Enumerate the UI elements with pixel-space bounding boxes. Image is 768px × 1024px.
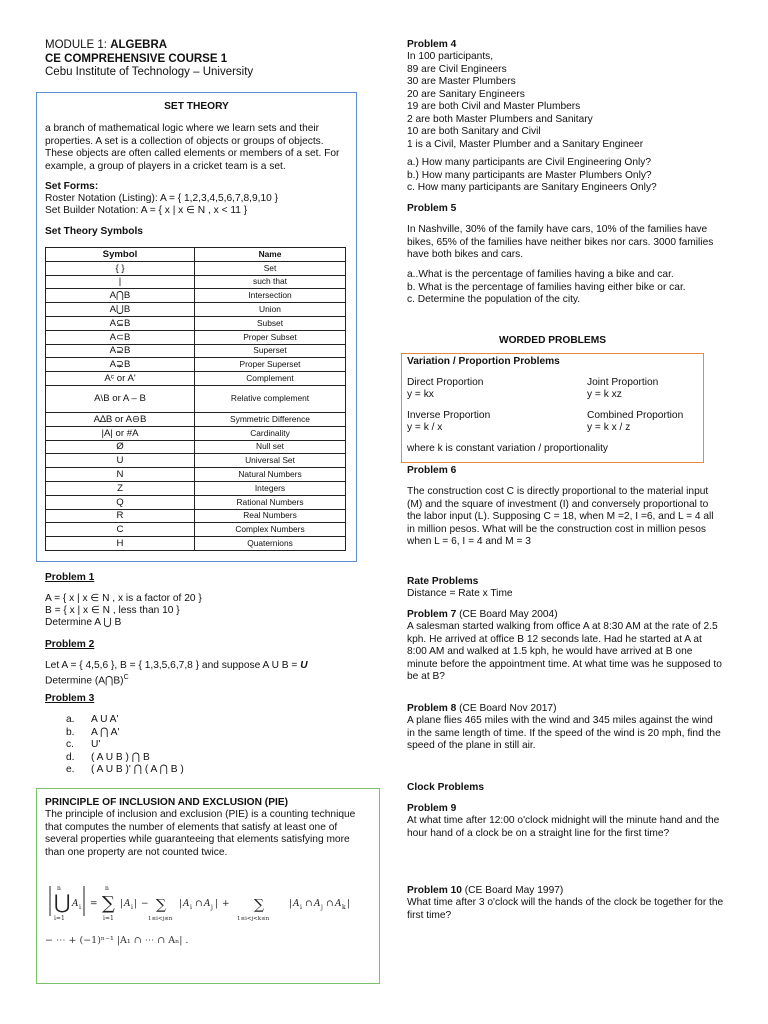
universal-set-symbol: U <box>300 660 308 671</box>
problem5-title: Problem 5 <box>407 203 457 214</box>
problem1-line1: A = { x | x ∈ N , x is a factor of 20 } <box>45 593 202 604</box>
symbol-cell: A⋂B <box>46 289 195 303</box>
svg-text:∑: ∑ <box>156 897 166 913</box>
symbol-cell: A\B or A – B <box>46 385 195 412</box>
list-item-key: c. <box>66 739 74 750</box>
list-item <box>66 764 184 777</box>
problem8-source: (CE Board Nov 2017) <box>456 703 557 714</box>
inverse-proportion-label: Inverse Proportion <box>407 410 491 421</box>
svg-text:∩: ∩ <box>326 899 334 909</box>
table-row <box>46 495 346 509</box>
svg-text:n: n <box>105 885 109 892</box>
svg-text:=: = <box>90 899 98 909</box>
table-row <box>46 316 346 330</box>
col-name-header: Name <box>195 248 346 262</box>
name-cell: Universal Set <box>195 454 346 468</box>
svg-text:1≤i<j<k≤n: 1≤i<j<k≤n <box>237 916 270 922</box>
problem8-title: Problem 8 <box>407 703 457 714</box>
svg-text:∩: ∩ <box>195 899 203 909</box>
joint-proportion-label: Joint Proportion <box>587 377 659 388</box>
symbol-cell: A⋃B <box>46 303 195 317</box>
table-row <box>46 481 346 495</box>
symbol-cell: R <box>46 509 195 523</box>
problem3-title: Problem 3 <box>45 693 95 704</box>
symbol-cell: Q <box>46 495 195 509</box>
problem2-line2 <box>45 672 129 688</box>
name-cell: Integers <box>195 481 346 495</box>
svg-text:+: + <box>222 899 230 909</box>
problem10-title: Problem 10 <box>407 885 462 896</box>
problem6-text: The construction cost C is directly proportional to the material input (M) and the square of investment (I) and conversely proportional to the labor input (L). Supposing C = 18, when M =2, I =6, and L = 4 all in million pesos. What will be the construction cost in million pesos when L = 6, I = 4 and M = 3 <box>407 486 714 547</box>
rate-problems-title: Rate Problems <box>407 576 479 587</box>
svg-text:|: | <box>215 899 219 909</box>
direct-proportion-equation: y = kx <box>407 389 434 400</box>
svg-text:|: | <box>347 899 351 909</box>
list-item-key: e. <box>66 764 75 775</box>
proportionality-note: where k is constant variation / proportionality <box>407 443 609 454</box>
svg-text:1≤i<j≤n: 1≤i<j≤n <box>148 916 173 922</box>
svg-text:A: A <box>183 899 190 909</box>
problem7-heading <box>407 609 558 622</box>
name-cell: Rational Numbers <box>195 495 346 509</box>
variation-title: Variation / Proportion Problems <box>407 356 560 367</box>
module-prefix: MODULE 1: <box>45 39 111 51</box>
symbol-cell: N <box>46 468 195 482</box>
clock-problems-title: Clock Problems <box>407 782 484 793</box>
list-item-value: A ⋂ A' <box>91 726 120 738</box>
pie-formula-line2: − ⋯ + (−1)ⁿ⁻¹ |A₁ ∩ ⋯ ∩ Aₙ| . <box>45 935 189 946</box>
problem5-text: In Nashville, 30% of the family have cars, 10% of the families have bikes, 65% of the families have neither bikes nor cars. 3000 families have both bikes and cars. <box>407 224 714 260</box>
table-row <box>46 372 346 386</box>
svg-text:∩: ∩ <box>305 899 313 909</box>
table-row <box>46 275 346 289</box>
table-row <box>46 468 346 482</box>
problem4-question: a.) How many participants are Civil Engineering Only? <box>407 157 652 168</box>
svg-text:A: A <box>314 899 321 909</box>
svg-text:i: i <box>131 904 133 911</box>
joint-proportion-equation: y = k xz <box>587 389 622 400</box>
problem5-question: c. Determine the population of the city. <box>407 294 581 305</box>
svg-text:A: A <box>124 899 131 909</box>
problem10-source: (CE Board May 1997) <box>461 885 564 896</box>
set-theory-title: SET THEORY <box>164 101 229 112</box>
symbol-cell: Aᶜ or A' <box>46 372 195 386</box>
set-theory-intro: a branch of mathematical logic where we learn sets and their properties. A set is a collection of objects or groups of objects. These objects are often called elements or members of a set. For example, a group of players in a cricket team is a set. <box>45 123 340 172</box>
svg-text:i: i <box>79 904 81 911</box>
problem3-list <box>66 714 184 777</box>
table-row <box>46 440 346 454</box>
svg-text:∑: ∑ <box>254 897 264 913</box>
problem10-text: What time after 3 o'clock will the hands of the clock be together for the first time? <box>407 897 724 921</box>
problem4-question: b.) How many participants are Master Plumbers Only? <box>407 169 652 181</box>
list-item <box>66 727 184 740</box>
name-cell: Cardinality <box>195 426 346 440</box>
complement-superscript: C <box>123 674 129 681</box>
table-row <box>46 261 346 275</box>
symbol-cell: A∆B or A⊖B <box>46 412 195 426</box>
col-symbol-header: Symbol <box>46 248 195 262</box>
module-header <box>45 39 365 80</box>
problem5-questions <box>407 269 727 307</box>
set-forms-title: Set Forms: <box>45 181 99 192</box>
course-title: CE COMPREHENSIVE COURSE 1 <box>45 52 228 65</box>
svg-text:i=1: i=1 <box>103 915 114 922</box>
table-row <box>46 509 346 523</box>
svg-text:⋃: ⋃ <box>54 890 71 914</box>
problem10-heading <box>407 885 563 898</box>
table-row <box>46 330 346 344</box>
problem4-line: In 100 participants, <box>407 51 494 62</box>
name-cell: Null set <box>195 440 346 454</box>
problem2-line1 <box>45 660 308 673</box>
symbol-cell: Z <box>46 481 195 495</box>
name-cell: Union <box>195 303 346 317</box>
table-row <box>46 412 346 426</box>
svg-text:∑: ∑ <box>102 893 115 914</box>
symbol-cell: Ø <box>46 440 195 454</box>
problem4-line: 1 is a Civil, Master Plumber and a Sanitary Engineer <box>407 138 644 150</box>
problem4-line: 10 are both Sanitary and Civil <box>407 126 541 137</box>
problem6-title: Problem 6 <box>407 465 457 476</box>
name-cell: Natural Numbers <box>195 468 346 482</box>
name-cell: Intersection <box>195 289 346 303</box>
problem9-text: At what time after 12:00 o'clock midnight will the minute hand and the hour hand of a clock be on a straight line for the first time? <box>407 815 720 839</box>
pie-formula-line1 <box>44 876 374 926</box>
name-cell: Complex Numbers <box>195 523 346 537</box>
name-cell: Quaternions <box>195 537 346 551</box>
problem1-title: Problem 1 <box>45 572 95 583</box>
svg-text:A: A <box>204 899 211 909</box>
svg-text:n: n <box>57 885 61 892</box>
list-item-key: a. <box>66 714 75 725</box>
name-cell: Symmetric Difference <box>195 412 346 426</box>
problem4-line: 19 are both Civil and Master Plumbers <box>407 101 581 112</box>
symbol-cell: A⊆B <box>46 316 195 330</box>
inverse-proportion-equation: y = k / x <box>407 422 443 433</box>
symbol-cell: A⊂B <box>46 330 195 344</box>
name-cell: Complement <box>195 372 346 386</box>
symbol-cell: A⊋B <box>46 358 195 372</box>
problem5-question: a..What is the percentage of families having a bike and car. <box>407 269 674 280</box>
symbol-cell: { } <box>46 261 195 275</box>
symbol-cell: H <box>46 537 195 551</box>
pie-text: The principle of inclusion and exclusion (PIE) is a counting technique that computes the number of elements that satisfy at least one of several properties while guaranteeing that elements satisfying more than one property are not counted twice. <box>45 809 356 858</box>
svg-text:i=1: i=1 <box>54 915 65 922</box>
table-row <box>46 523 346 537</box>
problem7-title: Problem 7 <box>407 609 457 620</box>
symbol-cell: A⊇B <box>46 344 195 358</box>
svg-text:i: i <box>190 904 192 911</box>
svg-text:|: | <box>289 899 293 909</box>
table-row <box>46 289 346 303</box>
problem4-line: 30 are Master Plumbers <box>407 76 516 87</box>
table-header-row <box>46 248 346 262</box>
name-cell: Superset <box>195 344 346 358</box>
symbol-cell: C <box>46 523 195 537</box>
name-cell: Subset <box>195 316 346 330</box>
list-item-value: ( A U B ) ⋂ B <box>91 751 150 763</box>
school-name: Cebu Institute of Technology – University <box>45 66 254 78</box>
problem2-line2-text: Determine (A⋂B) <box>45 675 124 687</box>
table-row <box>46 385 346 412</box>
name-cell: Proper Superset <box>195 358 346 372</box>
rate-formula: Distance = Rate x Time <box>407 588 513 599</box>
combined-proportion-label: Combined Proportion <box>587 410 684 421</box>
problem9-title: Problem 9 <box>407 803 457 814</box>
table-row <box>46 303 346 317</box>
svg-text:|: | <box>134 899 138 909</box>
svg-text:j: j <box>211 904 213 911</box>
problem4-line: 2 are both Master Plumbers and Sanitary <box>407 113 593 125</box>
pie-title: PRINCIPLE OF INCLUSION AND EXCLUSION (PIE) <box>45 797 289 808</box>
problem4-question: c. How many participants are Sanitary Engineers Only? <box>407 182 657 193</box>
worded-problems-title: WORDED PROBLEMS <box>499 335 606 346</box>
list-item <box>66 739 184 752</box>
direct-proportion-label: Direct Proportion <box>407 377 484 388</box>
combined-proportion-equation: y = k x / z <box>587 422 631 433</box>
table-row <box>46 358 346 372</box>
roster-notation: Roster Notation (Listing): A = { 1,2,3,4,5,6,7,8,9,10 } <box>45 193 279 204</box>
list-item <box>66 714 184 727</box>
symbols-title: Set Theory Symbols <box>45 226 143 237</box>
problem2-line1-text: Let A = { 4,5,6 }, B = { 1,3,5,6,7,8 } and suppose A U B = <box>45 660 301 671</box>
table-row <box>46 426 346 440</box>
problem8-heading <box>407 703 557 716</box>
problem2-title: Problem 2 <box>45 639 95 650</box>
problem4-lines <box>407 51 727 151</box>
svg-text:i: i <box>300 904 302 911</box>
symbol-cell: | <box>46 275 195 289</box>
problem5-question: b. What is the percentage of families having either bike or car. <box>407 281 686 293</box>
name-cell: Relative complement <box>195 385 346 412</box>
problem1-line3: Determine A ⋃ B <box>45 617 122 628</box>
svg-text:j: j <box>321 904 323 911</box>
svg-text:k: k <box>342 904 346 911</box>
svg-text:|: | <box>120 899 124 909</box>
problem4-questions <box>407 157 727 195</box>
builder-notation: Set Builder Notation: A = { x | x ∈ N , x < 11 } <box>45 205 248 216</box>
list-item-key: d. <box>66 751 75 763</box>
list-item-value: U' <box>91 739 101 750</box>
table-row <box>46 537 346 551</box>
list-item <box>66 752 184 765</box>
module-topic: ALGEBRA <box>110 39 168 51</box>
problem1-line2: B = { x | x ∈ N , less than 10 } <box>45 605 180 616</box>
name-cell: Set <box>195 261 346 275</box>
problem4-line: 20 are Sanitary Engineers <box>407 88 525 100</box>
problem7-text: A salesman started walking from office A at 8:30 AM at the rate of 2.5 kph. He arrived at office B 12 seconds late. Had he started at A at 8:00 AM and walked at 1.5 kph, he would have arrived at B one minute before the appointment time. At what time was he supposed to be at B? <box>407 621 722 682</box>
symbol-cell: U <box>46 454 195 468</box>
list-item-key: b. <box>66 726 75 738</box>
problem8-text: A plane flies 465 miles with the wind and 345 miles against the wind in the same length of time. If the speed of the wind is 20 mph, find the speed of the plane in still air. <box>407 715 721 751</box>
name-cell: Real Numbers <box>195 509 346 523</box>
problem7-source: (CE Board May 2004) <box>456 609 558 620</box>
problem4-title: Problem 4 <box>407 39 457 50</box>
svg-text:|: | <box>179 899 183 909</box>
list-item-value: A U A' <box>91 714 119 725</box>
svg-text:A: A <box>72 899 79 909</box>
name-cell: Proper Subset <box>195 330 346 344</box>
table-row <box>46 344 346 358</box>
symbol-cell: |A| or #A <box>46 426 195 440</box>
svg-text:−: − <box>141 899 149 909</box>
list-item-value: ( A U B )' ⋂ ( A ⋂ B ) <box>91 764 184 775</box>
name-cell: such that <box>195 275 346 289</box>
svg-text:A: A <box>293 899 300 909</box>
svg-text:A: A <box>335 899 342 909</box>
problem4-line: 89 are Civil Engineers <box>407 63 507 75</box>
symbols-table <box>45 247 346 551</box>
table-row <box>46 454 346 468</box>
